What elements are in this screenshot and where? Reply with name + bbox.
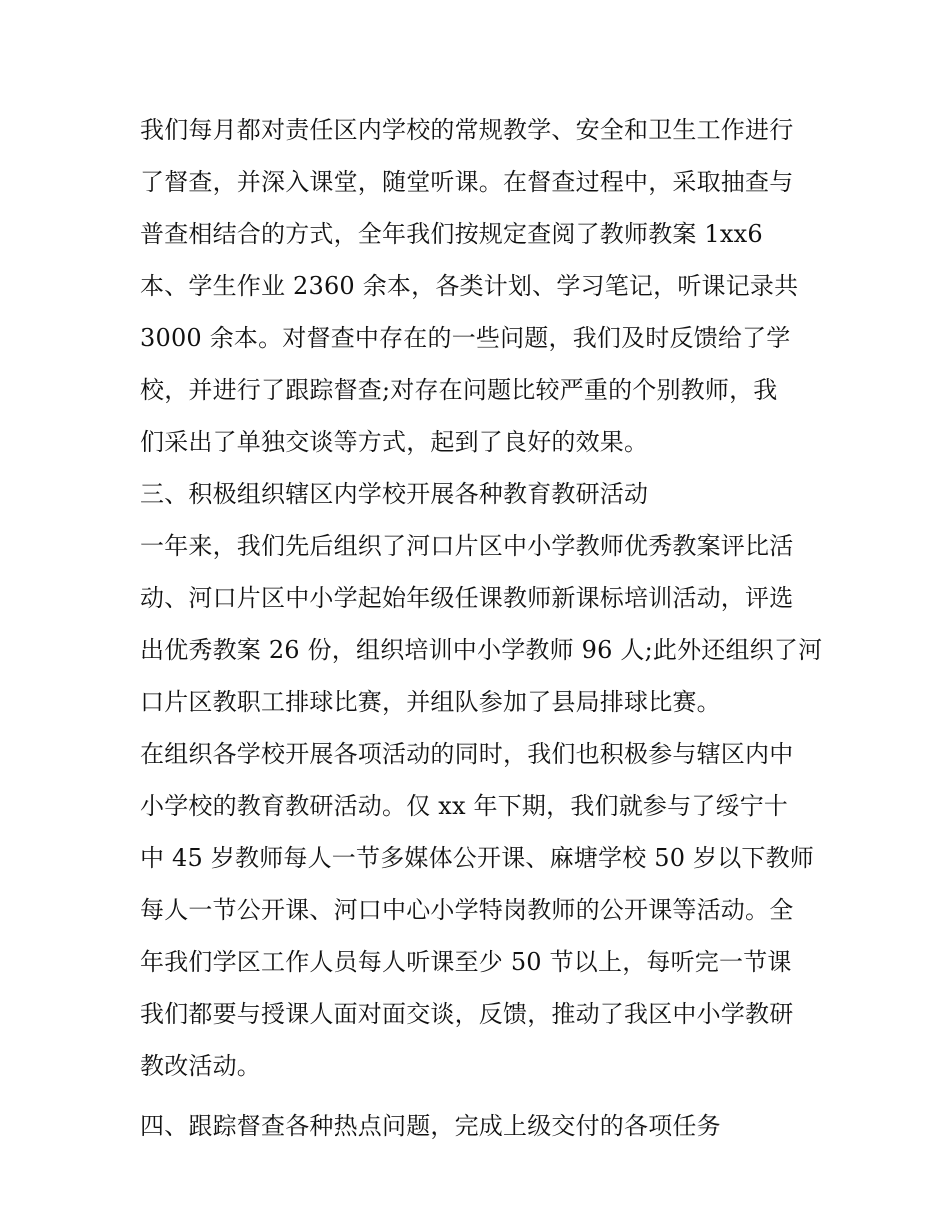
text-line: 3000 余本。对督查中存在的一些问题，我们及时反馈给了学 bbox=[140, 324, 791, 352]
text-line: 一年来，我们先后组织了河口片区中小学教师优秀教案评比活 bbox=[140, 532, 794, 560]
text-line: 了督查，并深入课堂，随堂听课。在督查过程中，采取抽查与 bbox=[140, 168, 794, 196]
text-line: 出优秀教案 26 份，组织培训中小学教师 96 人;此外还组织了河 bbox=[140, 636, 823, 664]
section-heading: 四、跟踪督查各种热点问题，完成上级交付的各项任务 bbox=[140, 1112, 721, 1140]
text-line: 口片区教职工排球比赛，并组队参加了县局排球比赛。 bbox=[140, 688, 721, 716]
text-line: 教改活动。 bbox=[140, 1052, 261, 1080]
text-line: 校，并进行了跟踪督查;对存在问题比较严重的个别教师，我 bbox=[140, 376, 778, 404]
text-line: 小学校的教育教研活动。仅 xx 年下期，我们就参与了绥宁十 bbox=[140, 792, 789, 820]
text-line: 我们都要与授课人面对面交谈，反馈，推动了我区中小学教研 bbox=[140, 1000, 794, 1028]
text-line: 年我们学区工作人员每人听课至少 50 节以上，每听完一节课 bbox=[140, 948, 792, 976]
text-line: 动、河口片区中小学起始年级任课教师新课标培训活动，评选 bbox=[140, 584, 794, 612]
text-line: 每人一节公开课、河口中心小学特岗教师的公开课等活动。全 bbox=[140, 896, 794, 924]
text-line: 在组织各学校开展各项活动的同时，我们也积极参与辖区内中 bbox=[140, 740, 794, 768]
text-line: 我们每月都对责任区内学校的常规教学、安全和卫生工作进行 bbox=[140, 116, 794, 144]
text-line: 们采出了单独交谈等方式，起到了良好的效果。 bbox=[140, 428, 649, 456]
section-heading: 三、积极组织辖区内学校开展各种教育教研活动 bbox=[140, 480, 649, 508]
text-line: 普查相结合的方式，全年我们按规定查阅了教师教案 1xx6 bbox=[140, 220, 763, 248]
text-line: 中 45 岁教师每人一节多媒体公开课、麻塘学校 50 岁以下教师 bbox=[140, 844, 814, 872]
text-line: 本、学生作业 2360 余本，各类计划、学习笔记，听课记录共 bbox=[140, 272, 799, 300]
body-text bbox=[140, 108, 823, 1156]
